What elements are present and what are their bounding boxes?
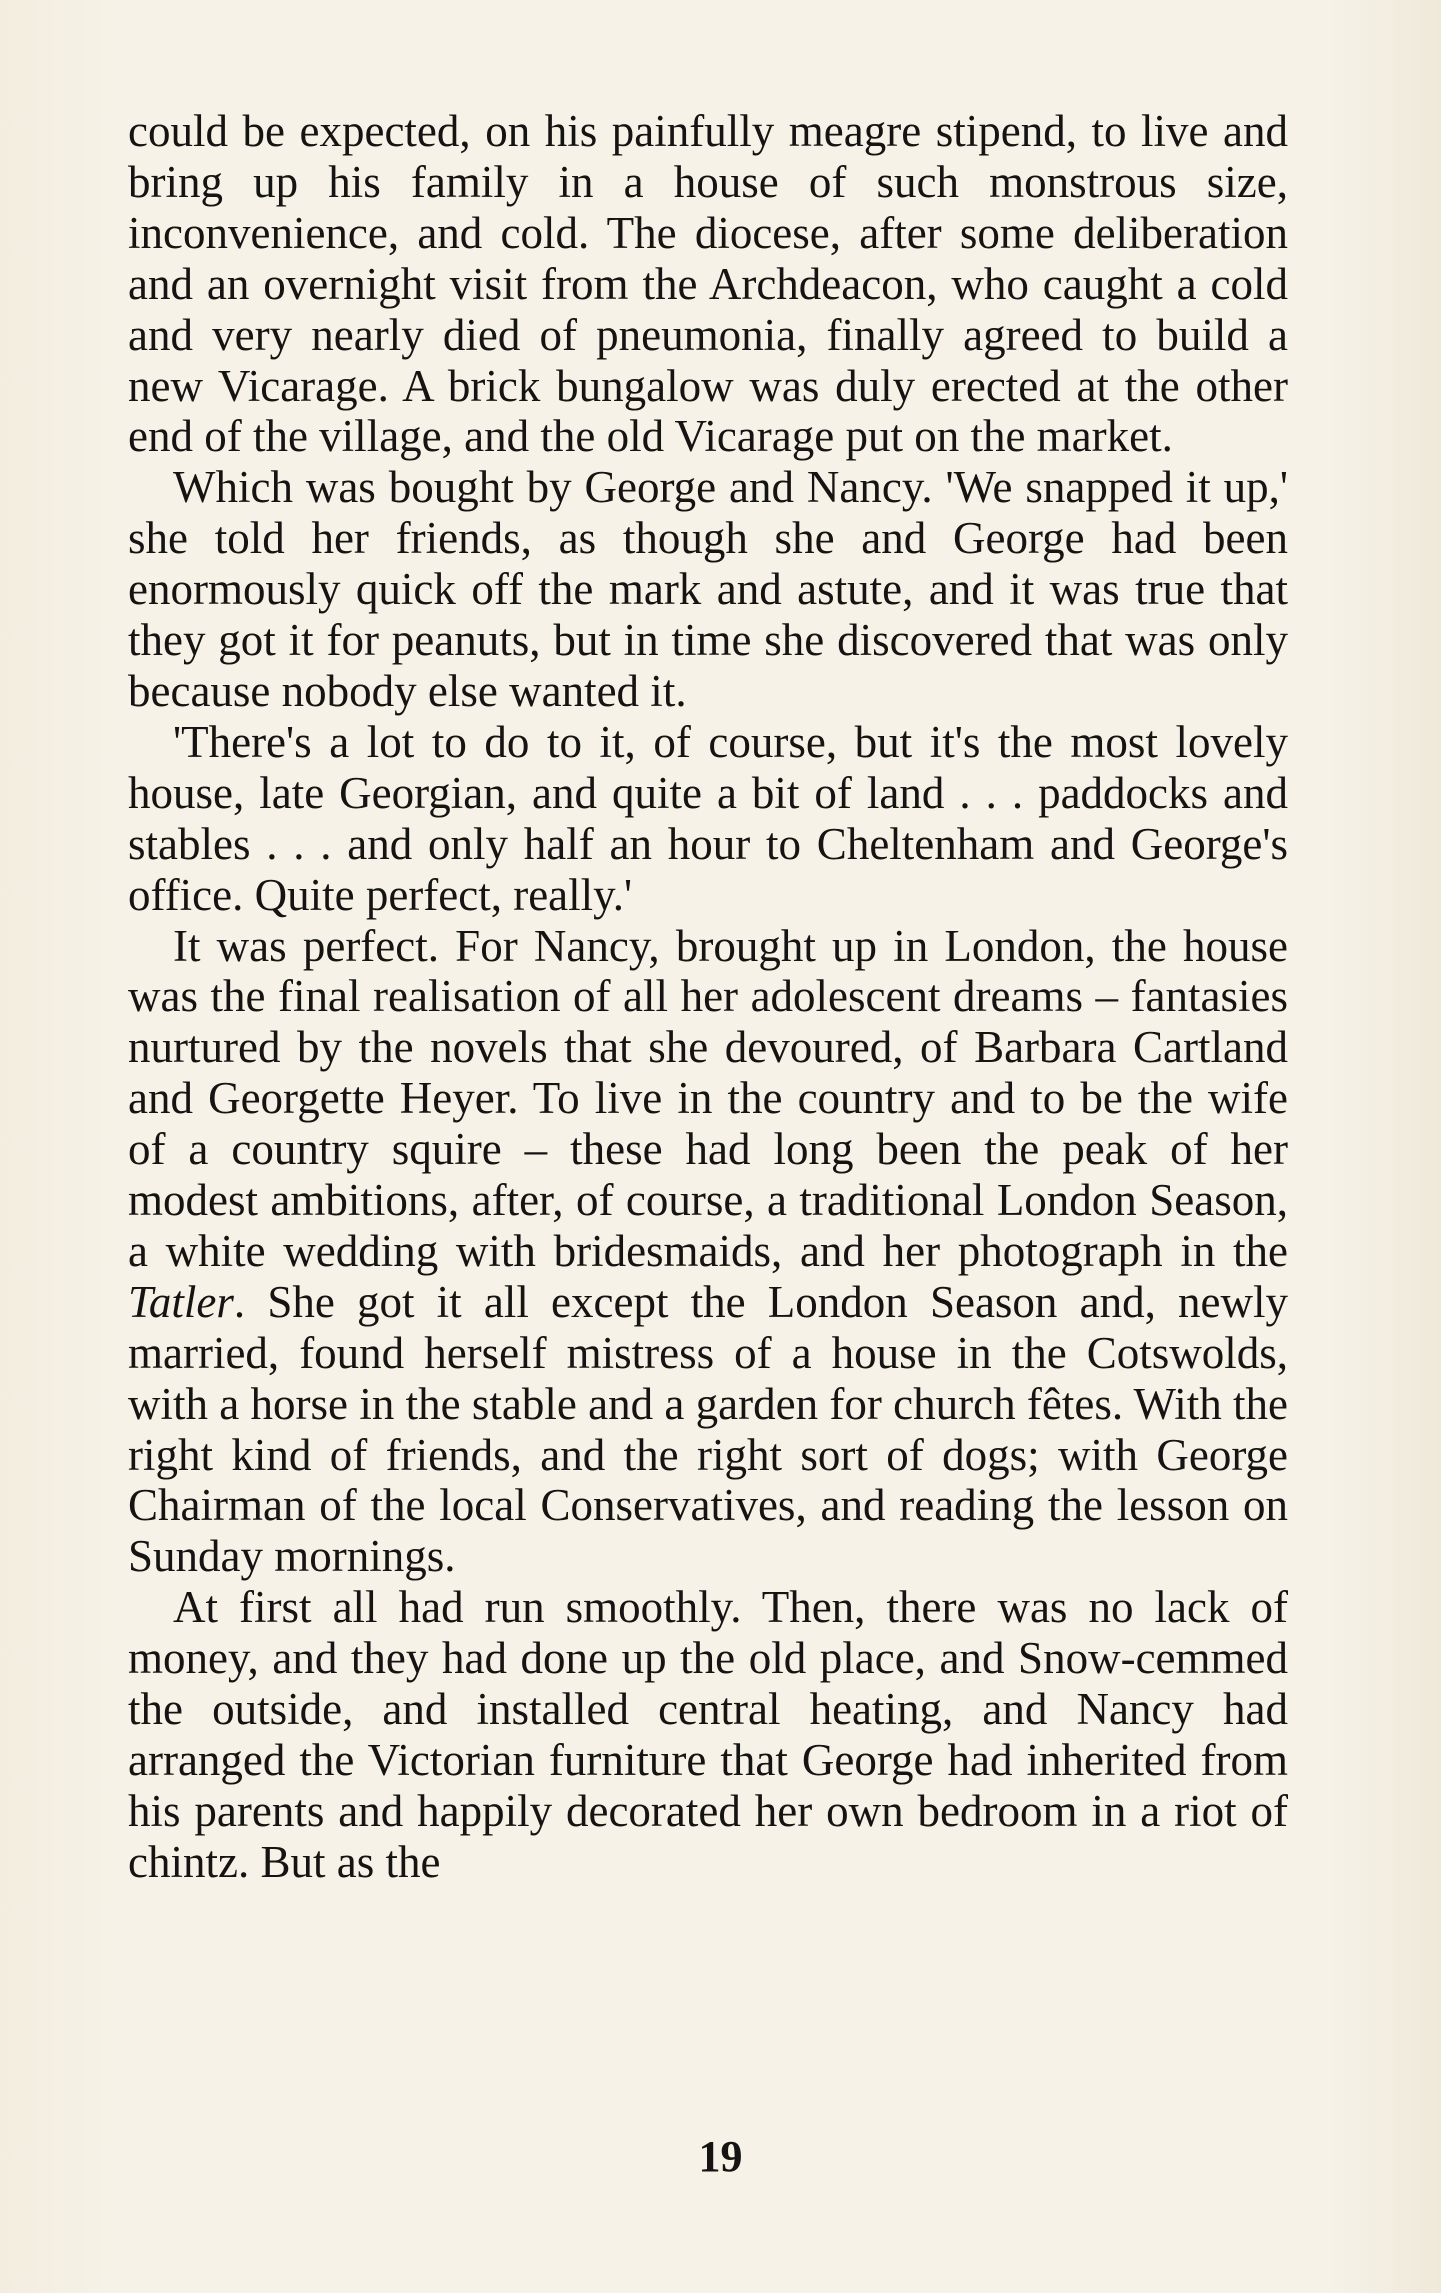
page-number: 19 [698,2132,743,2181]
paragraph-4 [128,921,1288,1583]
body-text [128,106,1288,1888]
magazine-title: Tatler [128,1276,234,1327]
paragraph-3: 'There's a lot to do to it, of course, but it's the most lovely house, late Georgian, and quite a bit of land . . . paddocks and stables . . . and only half an hour to Cheltenham and George's office. Quite perfect, really.' [128,716,1288,920]
paragraph-1: could be expected, on his painfully meagre stipend, to live and bring up his family in a house of such monstrous size, inconvenience, and cold. The diocese, after some deliberation and an overnight visit from the Archdeacon, who caught a cold and very nearly died of pneumonia, finally agreed to build a new Vicarage. A brick bungalow was duly erected at the other end of the village, and the old Vicarage put on the market. [128,106,1288,462]
paragraph-2: Which was bought by George and Nancy. 'We snapped it up,' she told her friends, as though she and George had been enormously quick off the mark and astute, and it was true that they got it for peanuts, but in time she discovered that was only because nobody else wanted it. [128,462,1288,716]
paragraph-5: At first all had run smoothly. Then, there was no lack of money, and they had done up the old place, and Snow-cemmed the outside, and installed central heating, and Nancy had arranged the Victorian furniture that George had inherited from his parents and happily decorated her own bedroom in a riot of chintz. But as the [128,1582,1288,1887]
paragraph-4-part-1: It was perfect. For Nancy, brought up in London, the house was the final realisation of all her adolescent dreams – fantasies nurtured by the novels that she devoured, of Barbara Cartland and Georgette Heyer. To live in the country and to be the wife of a country squire – these had long been the peak of her modest ambitions, after, of course, a traditional London Season, a white wedding with bridesmaids, and her photograph in the [128,920,1288,1276]
paragraph-4-part-2: . She got it all except the London Season and, newly married, found herself mistress of a house in the Cotswolds, with a horse in the stable and a garden for church fêtes. With the right kind of friends, and the right sort of dogs; with George Chairman of the local Conservatives, and reading the lesson on Sunday mornings. [128,1276,1288,1582]
